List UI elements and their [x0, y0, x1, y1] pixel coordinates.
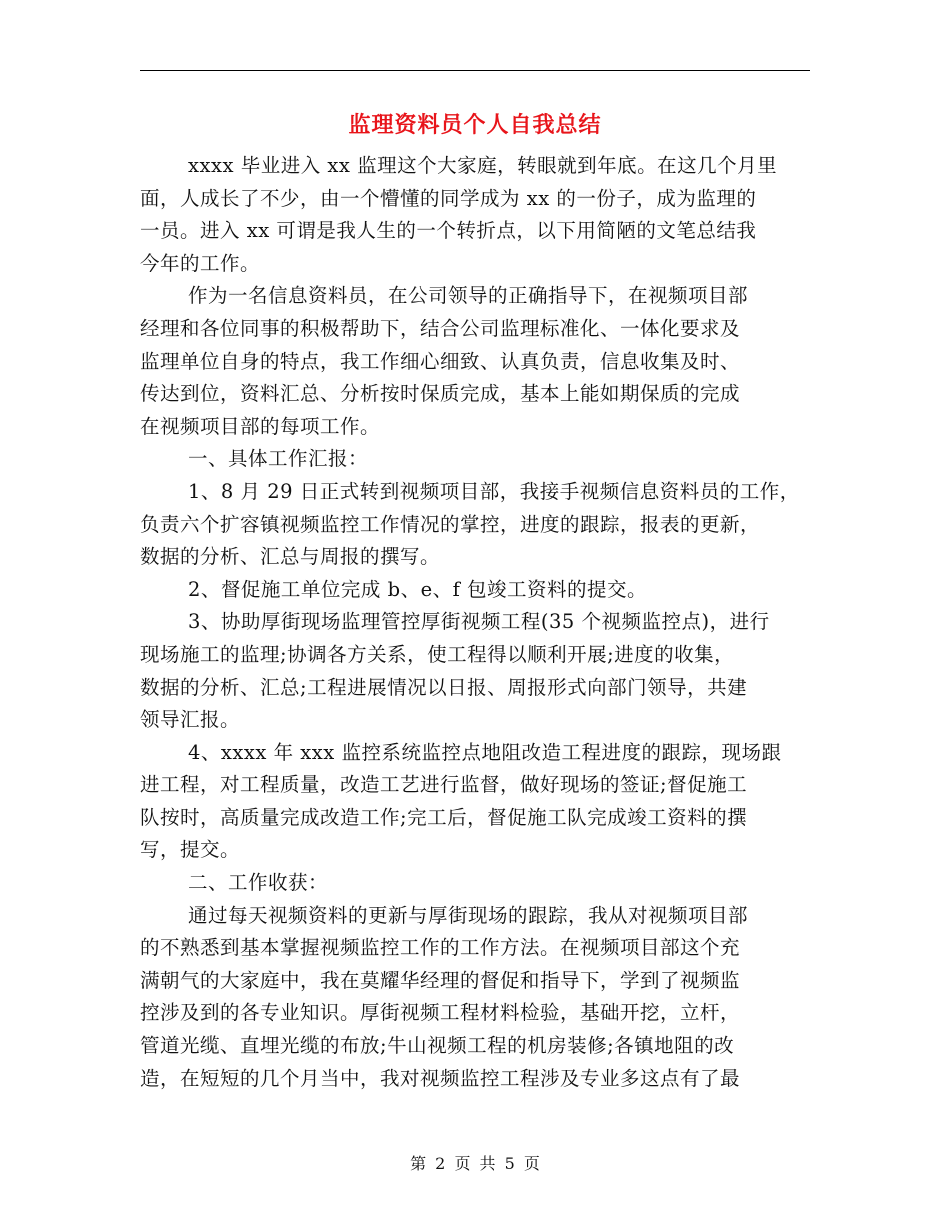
body-line: 2、督促施工单位完成 b、e、f 包竣工资料的提交。 — [188, 577, 648, 601]
body-line: 队按时，高质量完成改造工作;完工后，督促施工队完成竣工资料的撰 — [140, 805, 748, 829]
document-title: 监理资料员个人自我总结 — [348, 112, 602, 138]
body-line: 数据的分析、汇总;工程进展情况以日报、周报形式向部门领导，共建 — [140, 675, 748, 699]
body-line: 控涉及到的各专业知识。厚街视频工程材料检验，基础开挖，立杆， — [140, 1001, 741, 1025]
section-heading: 二、工作收获： — [188, 871, 329, 895]
body-line: 管道光缆、直埋光缆的布放;牛山视频工程的机房装修;各镇地阻的改 — [140, 1034, 735, 1058]
page-number: 第 2 页 共 5 页 — [410, 1154, 540, 1173]
body-line: 今年的工作。 — [140, 251, 261, 275]
body-line: 的不熟悉到基本掌握视频监控工作的工作方法。在视频项目部这个充 — [140, 936, 741, 960]
body-line: 造，在短短的几个月当中，我对视频监控工程涉及专业多这点有了最 — [140, 1066, 741, 1090]
body-line: 在视频项目部的每项工作。 — [140, 414, 381, 438]
body-line: 1、8 月 29 日正式转到视频项目部，我接手视频信息资料员的工作， — [188, 479, 800, 503]
body-line: 进工程，对工程质量，改造工艺进行监督，做好现场的签证;督促施工 — [140, 773, 748, 797]
body-line: 一员。进入 xx 可谓是我人生的一个转折点，以下用简陋的文笔总结我 — [140, 219, 757, 243]
header-rule — [140, 70, 810, 71]
body-line: xxxx 毕业进入 xx 监理这个大家庭，转眼就到年底。在这几个月里 — [188, 154, 778, 177]
body-line: 面，人成长了不少，由一个懵懂的同学成为 xx 的一份子，成为监理的 — [140, 186, 757, 210]
body-line: 负责六个扩容镇视频监控工作情况的掌控，进度的跟踪，报表的更新， — [140, 512, 761, 536]
body-line: 监理单位自身的特点，我工作细心细致、认真负责，信息收集及时、 — [140, 349, 741, 373]
section-heading: 一、具体工作汇报： — [188, 447, 369, 471]
body-line: 满朝气的大家庭中，我在莫耀华经理的督促和指导下，学到了视频监 — [140, 968, 741, 992]
body-line: 作为一名信息资料员，在公司领导的正确指导下，在视频项目部 — [188, 284, 749, 308]
body-line: 通过每天视频资料的更新与厚街现场的跟踪，我从对视频项目部 — [188, 903, 749, 927]
body-line: 数据的分析、汇总与周报的撰写。 — [140, 545, 441, 569]
document-body — [140, 150, 810, 1095]
body-line: 3、协助厚街现场监理管控厚街视频工程(35 个视频监控点)，进行 — [188, 610, 770, 634]
body-line: 传达到位，资料汇总、分析按时保质完成，基本上能如期保质的完成 — [140, 382, 741, 406]
body-line: 4、xxxx 年 xxx 监控系统监控点地阻改造工程进度的跟踪，现场跟 — [188, 740, 782, 764]
body-line: 领导汇报。 — [140, 708, 241, 732]
body-line: 经理和各位同事的积极帮助下，结合公司监理标准化、一体化要求及 — [140, 316, 741, 340]
body-line: 写，提交。 — [140, 838, 241, 862]
body-line: 现场施工的监理;协调各方关系，使工程得以顺利开展;进度的收集， — [140, 642, 735, 666]
